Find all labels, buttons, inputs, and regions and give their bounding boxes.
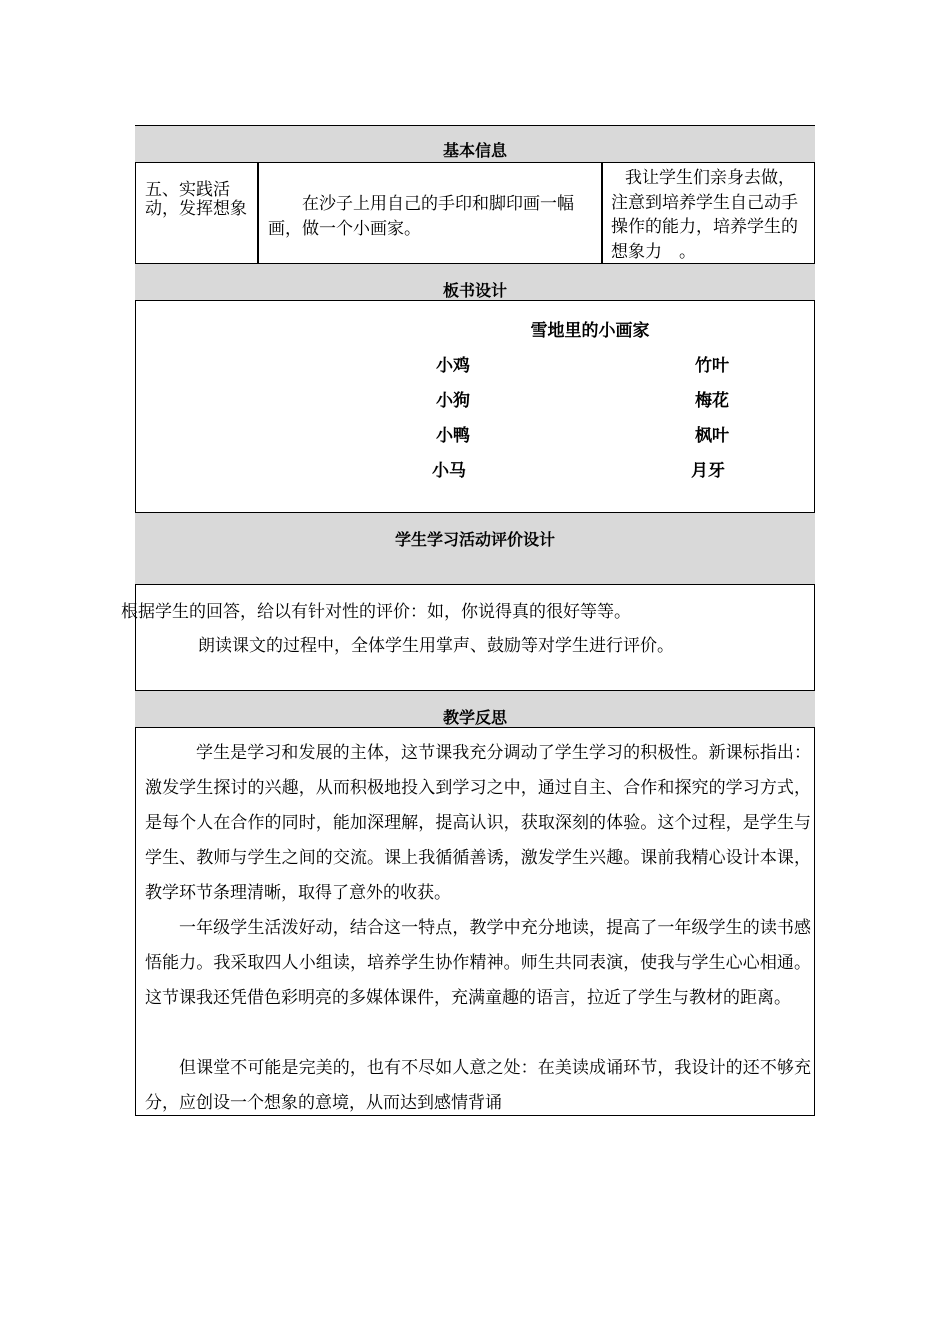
board-animal-4: 小马 — [432, 461, 466, 481]
activity-step: 五、实践活动，发挥想象 — [145, 180, 247, 219]
activity-content: 在沙子上用自己的手印和脚印画一幅画，做一个小画家。 — [268, 194, 574, 239]
activity-intent: 我让学生们亲身去做，注意到培养学生自己动手操作的能力，培养学生的想象力 。 — [611, 168, 798, 262]
column-divider-2 — [601, 162, 603, 264]
board-shape-1: 竹叶 — [695, 356, 729, 376]
basic-info-header: 基本信息 — [135, 125, 815, 163]
reflection-paragraph-3: 但课堂不可能是完美的，也有不尽如人意之处：在美读成诵环节，我设计的还不够充分，应创设一个想象的意境，从而达到感情背诵 — [145, 1058, 811, 1113]
column-divider-1 — [257, 162, 259, 264]
board-shape-3: 枫叶 — [695, 426, 729, 446]
board-shape-2: 梅花 — [695, 391, 729, 411]
board-title: 雪地里的小画家 — [530, 321, 650, 341]
board-animal-2: 小狗 — [436, 391, 470, 411]
board-design-header: 板书设计 — [135, 263, 815, 301]
reflection-paragraph-2: 一年级学生活泼好动，结合这一特点，教学中充分地读，提高了一年级学生的读书感悟能力。我采取四人小组读，培养学生协作精神。师生共同表演，使我与学生心心相通。这节课我还凭借色彩明亮的多媒体课件，充满童趣的语言，拉近了学生与教材的距离。 — [145, 918, 811, 1008]
evaluation-line-2: 朗读课文的过程中，全体学生用掌声、鼓励等对学生进行评价。 — [198, 636, 674, 656]
reflection-paragraph-1: 学生是学习和发展的主体，这节课我充分调动了学生学习的积极性。新课标指出：激发学生探讨的兴趣，从而积极地投入到学习之中，通过自主、合作和探究的学习方式，是每个人在合作的同时，能加深理解，提高认识，获取深刻的体验。这个过程，是学生与学生、教师与学生之间的交流。课上我循循善诱，激发学生兴趣。课前我精心设计本课，教学环节条理清晰，取得了意外的收获。 — [145, 743, 811, 903]
reflection-header: 教学反思 — [135, 690, 815, 728]
evaluation-header: 学生学习活动评价设计 — [135, 512, 815, 585]
board-animal-1: 小鸡 — [436, 356, 470, 376]
board-animal-3: 小鸭 — [436, 426, 470, 446]
board-shape-4: 月牙 — [691, 461, 725, 481]
evaluation-line-1: 根据学生的回答，给以有针对性的评价：如，你说得真的很好等等。 — [121, 602, 631, 622]
